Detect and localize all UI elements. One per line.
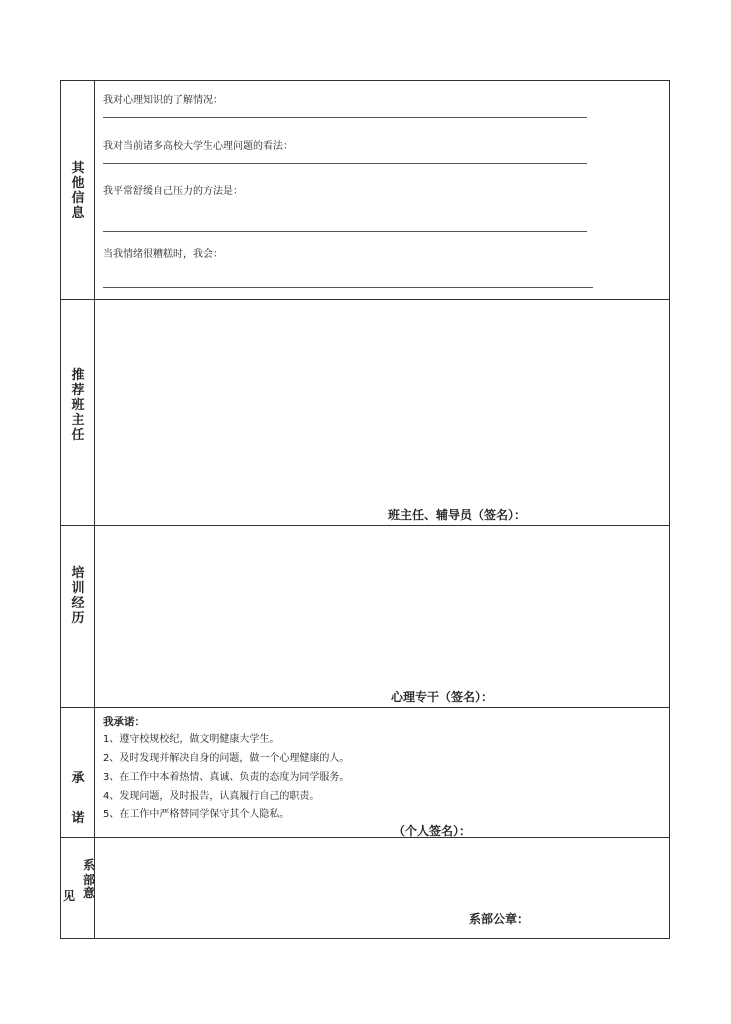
row-training [61,525,669,707]
label-cell-recommend [61,300,95,525]
answer-line-views[interactable] [103,163,587,164]
signature-psych-officer[interactable]: 心理专干（签名）： [391,690,494,704]
pledge-title: 我承诺： [103,716,145,728]
signature-head-teacher[interactable]: 班主任、辅导员（签名）： [388,508,527,522]
label-pledge-bottom: 诺 [71,811,85,826]
question-stress-relief: 我平常舒缓自己压力的方法是： [103,186,243,197]
pledge-item-5: 5、在工作中严格替同学保守其个人隐私。 [103,809,290,820]
label-training: 培 训 经 历 [71,566,85,626]
application-form-table [60,80,670,939]
pledge-item-4: 4、发现问题，及时报告，认真履行自己的职责。 [103,791,320,802]
label-cell-pledge [61,708,95,837]
label-dept-char-3: 意 [83,886,96,900]
row-department [61,837,669,938]
row-recommend [61,299,669,525]
label-recommend: 推 荐 班 主 任 [71,368,85,443]
content-recommend [95,300,669,525]
question-knowledge: 我对心理知识的了解情况： [103,95,223,106]
label-other-info: 其 他 信 息 [71,161,85,221]
label-dept-char-4: 见 [63,889,76,903]
row-pledge [61,707,669,837]
pledge-item-2: 2、及时发现并解决自身的问题，做一个心理健康的人。 [103,753,350,764]
label-dept-char-1: 系 [83,858,96,872]
answer-line-knowledge[interactable] [103,117,587,118]
label-dept-char-2: 部 [83,873,96,887]
pledge-item-1: 1、遵守校规校纪，做文明健康大学生。 [103,734,280,745]
question-bad-mood: 当我情绪很糟糕时，我会： [103,249,223,260]
content-other-info [95,81,669,299]
row-other-info [61,81,669,299]
signature-personal[interactable]: （个人签名）： [393,824,472,838]
answer-line-stress-relief[interactable] [103,231,587,232]
label-cell-department [61,838,95,938]
answer-line-bad-mood[interactable] [103,287,593,288]
question-views: 我对当前诸多高校大学生心理问题的看法： [103,141,293,152]
content-training [95,526,669,707]
content-pledge [95,708,669,837]
pledge-item-3: 3、在工作中本着热情、真诚、负责的态度为同学服务。 [103,772,350,783]
label-cell-other-info [61,81,95,299]
content-department [95,838,669,938]
label-cell-training [61,526,95,707]
label-pledge-top: 承 [71,771,85,786]
department-seal[interactable]: 系部公章： [469,912,530,926]
